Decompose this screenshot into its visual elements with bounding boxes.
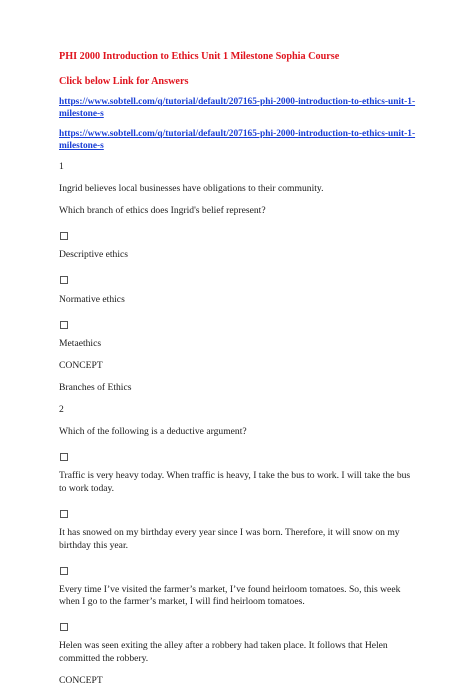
answers-callout: Click below Link for Answers <box>59 76 189 87</box>
option-checkbox[interactable] <box>59 316 419 329</box>
concept-label: CONCEPT <box>59 359 103 371</box>
option-checkbox[interactable] <box>59 227 419 240</box>
option-label: Descriptive ethics <box>59 249 128 261</box>
option-label: Traffic is very heavy today. When traffic is heavy, I take the bus to work. I will take the bus to work today. <box>59 470 411 494</box>
document-title: PHI 2000 Introduction to Ethics Unit 1 Milestone Sophia Course <box>59 51 340 62</box>
concept-label: CONCEPT <box>59 674 103 686</box>
question-number-2: 2 <box>59 404 64 416</box>
option-label: Normative ethics <box>59 293 125 305</box>
answer-link-2[interactable]: https://www.sobtell.com/q/tutorial/default/207165-phi-2000-introduction-to-ethics-unit-1-milestone-s <box>59 129 416 151</box>
question-text-1: Which branch of ethics does Ingrid's belief represent? <box>59 205 266 217</box>
checkbox-icon <box>60 232 68 240</box>
option-label: It has snowed on my birthday every year since I was born. Therefore, it will snow on my birthday this year. <box>59 527 400 551</box>
option-checkbox[interactable] <box>59 448 419 461</box>
document-body <box>59 50 419 697</box>
question-number-1: 1 <box>59 161 64 172</box>
checkbox-icon <box>60 623 68 631</box>
option-checkbox[interactable] <box>59 505 419 518</box>
checkbox-icon <box>60 510 68 518</box>
option-checkbox[interactable] <box>59 618 419 631</box>
option-checkbox[interactable] <box>59 562 419 575</box>
option-checkbox[interactable] <box>59 271 419 284</box>
checkbox-icon <box>60 567 68 575</box>
concept-name: Branches of Ethics <box>59 381 132 393</box>
checkbox-icon <box>60 276 68 284</box>
question-stem-1: Ingrid believes local businesses have obligations to their community. <box>59 183 324 195</box>
checkbox-icon <box>60 321 68 329</box>
option-label: Every time I’ve visited the farmer’s market, I’ve found heirloom tomatoes. So, this week when I go to the farmer’s market, I will find heirloom tomatoes. <box>59 583 401 608</box>
option-label: Helen was seen exiting the alley after a robbery had taken place. It follows that Helen committed the robbery. <box>59 640 388 664</box>
checkbox-icon <box>60 453 68 461</box>
option-label: Metaethics <box>59 337 102 349</box>
question-text-2: Which of the following is a deductive argument? <box>59 426 247 438</box>
answer-link-1[interactable]: https://www.sobtell.com/q/tutorial/default/207165-phi-2000-introduction-to-ethics-unit-1-milestone-s <box>59 97 416 119</box>
